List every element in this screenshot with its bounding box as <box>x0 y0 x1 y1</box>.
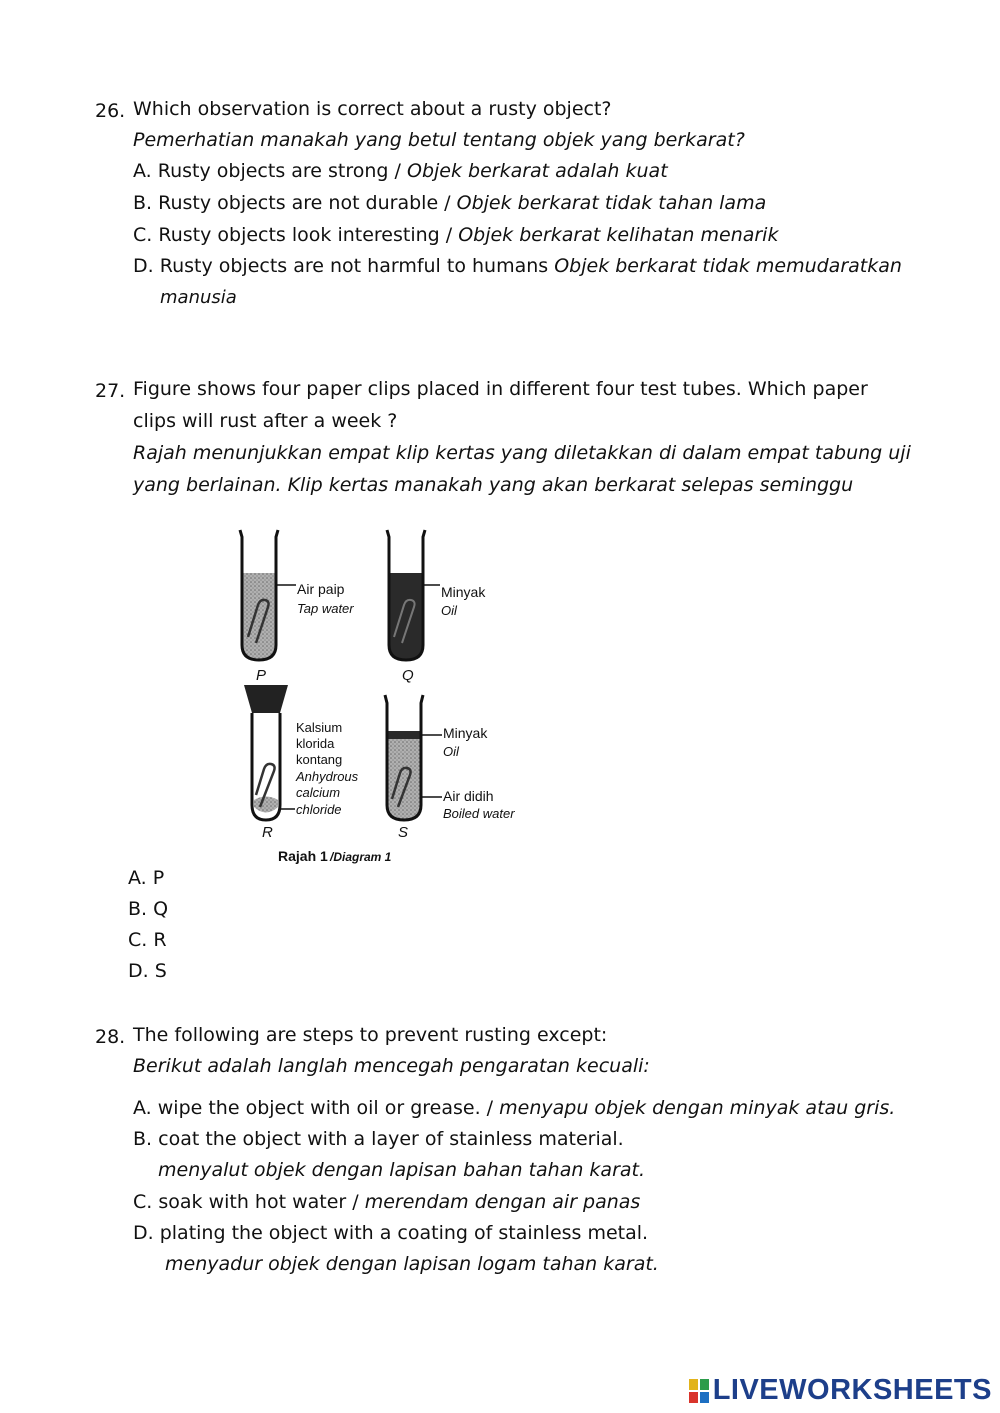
question-text-ms: Berikut adalah langlah mencegah pengaratan kecuali: <box>133 1055 650 1077</box>
tube-r-label-4: Anhydrous <box>296 769 359 784</box>
option-b-ms: menyalut objek dengan lapisan bahan tahan karat. <box>158 1159 646 1181</box>
question-text-en-1: Figure shows four paper clips placed in different four test tubes. Which paper <box>133 378 868 400</box>
question-text-ms: Pemerhatian manakah yang betul tentang objek yang berkarat? <box>133 129 745 151</box>
tube-p <box>240 530 354 684</box>
tube-s-water-en: Boiled water <box>443 806 515 821</box>
question-27 <box>95 380 915 500</box>
option-a[interactable]: A. P <box>128 867 165 889</box>
option-b[interactable]: B. Q <box>128 898 169 920</box>
option-c[interactable]: C. Rusty objects look interesting / Objek berkarat kelihatan menarik <box>133 224 779 246</box>
tube-q-letter: Q <box>402 667 414 684</box>
tube-s-oil-en: Oil <box>443 744 459 759</box>
option-c[interactable]: C. soak with hot water / merendam dengan air panas <box>133 1191 641 1213</box>
option-d[interactable]: D. Rusty objects are not harmful to humans Objek berkarat tidak memudaratkan <box>133 255 902 277</box>
diagram-caption-ms: Rajah 1 <box>278 848 328 864</box>
tube-q-label-en: Oil <box>441 603 457 618</box>
tube-r-letter: R <box>262 824 273 841</box>
tube-p-letter: P <box>256 667 267 684</box>
question-text-en: Which observation is correct about a rusty object? <box>133 98 612 120</box>
tube-s-water-ms: Air didih <box>443 788 494 804</box>
tube-r-label-2: klorida <box>296 736 335 751</box>
brand-name: LIVEWORKSHEETS <box>712 1374 992 1406</box>
question-text-en: The following are steps to prevent rusting except: <box>133 1024 608 1046</box>
question-text-ms-2: yang berlainan. Klip kertas manakah yang akan berkarat selepas seminggu <box>133 474 854 496</box>
tube-r-label-3: kontang <box>296 752 343 767</box>
option-d[interactable]: D. S <box>128 960 167 982</box>
tube-p-label-en: Tap water <box>297 601 354 616</box>
question-text-en-2: clips will rust after a week ? <box>133 410 398 432</box>
tube-s-letter: S <box>398 824 409 841</box>
tube-r-label-5: calcium <box>296 785 341 800</box>
diagram-caption-en: /Diagram 1 <box>330 850 392 864</box>
logo-icon <box>689 1379 709 1403</box>
test-tube-diagram <box>230 525 530 870</box>
option-a[interactable]: A. wipe the object with oil or grease. / menyapu objek dengan minyak atau gris. <box>133 1097 896 1119</box>
option-a[interactable]: A. Rusty objects are strong / Objek berkarat adalah kuat <box>133 160 668 182</box>
tube-r-label-6: chloride <box>296 802 342 817</box>
tube-q <box>387 530 486 684</box>
option-b[interactable]: B. coat the object with a layer of stainless material. <box>133 1128 624 1150</box>
tube-r-label-1: Kalsium <box>296 720 343 735</box>
option-b[interactable]: B. Rusty objects are not durable / Objek berkarat tidak tahan lama <box>133 192 767 214</box>
rubber-stopper <box>244 685 288 713</box>
question-number: 28. <box>95 1026 126 1048</box>
option-d-continued: manusia <box>160 287 237 308</box>
tube-r <box>244 685 359 841</box>
option-d[interactable]: D. plating the object with a coating of stainless metal. <box>133 1222 649 1244</box>
question-26 <box>95 100 915 320</box>
tube-s <box>385 695 515 841</box>
tube-q-label-ms: Minyak <box>441 584 486 600</box>
option-c[interactable]: C. R <box>128 929 167 951</box>
question-number: 26. <box>95 100 126 122</box>
tube-p-label-ms: Air paip <box>297 581 345 597</box>
option-d-ms: menyadur objek dengan lapisan logam tahan karat. <box>165 1253 659 1275</box>
question-text-ms-1: Rajah menunjukkan empat klip kertas yang diletakkan di dalam empat tabung uji <box>133 442 911 464</box>
question-28 <box>95 1026 915 1276</box>
question-number: 27. <box>95 380 126 402</box>
tube-s-oil-ms: Minyak <box>443 725 488 741</box>
liveworksheets-logo <box>689 1374 992 1407</box>
